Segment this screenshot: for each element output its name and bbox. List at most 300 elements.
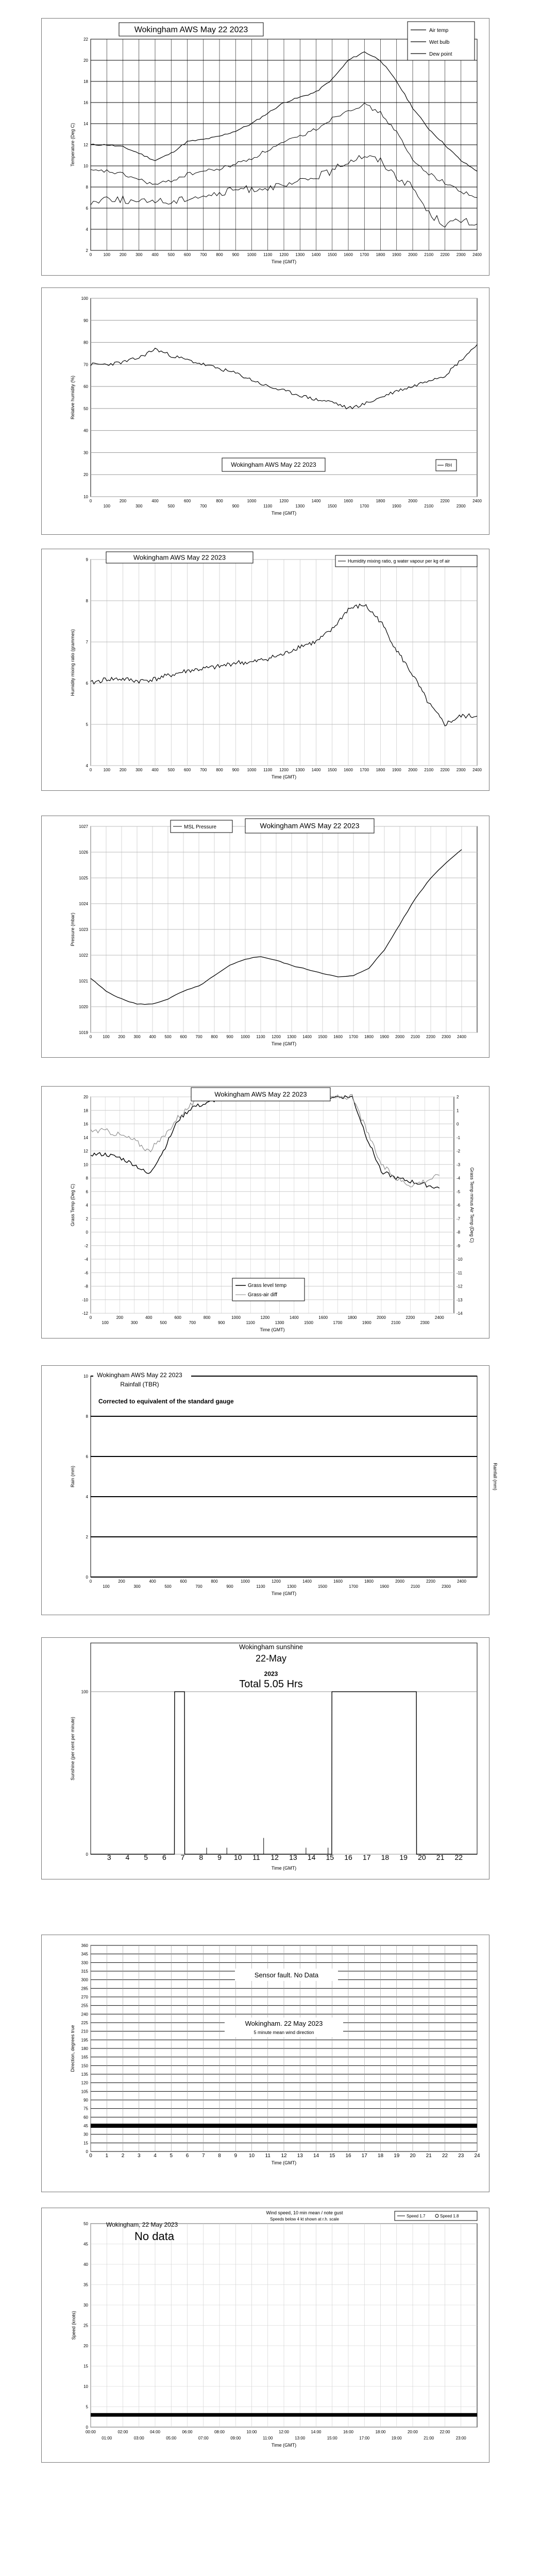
x-tick-label: 1100 bbox=[263, 768, 273, 772]
x-tick-label: 1900 bbox=[392, 504, 401, 509]
x-axis-label: Time (GMT) bbox=[271, 2160, 297, 2165]
x-tick-label: 1600 bbox=[344, 499, 353, 503]
x-tick-label: 14:00 bbox=[311, 2430, 322, 2434]
y2-tick-label: -8 bbox=[457, 1230, 461, 1235]
x-tick-label: 500 bbox=[164, 1584, 172, 1589]
y-tick-label: 4 bbox=[86, 764, 88, 768]
x-tick-label: 800 bbox=[211, 1579, 218, 1584]
x-tick-label: 0 bbox=[89, 1579, 92, 1584]
plot-area bbox=[91, 1643, 477, 1854]
x-tick-label: 2100 bbox=[411, 1584, 420, 1589]
x-tick-label: 05:00 bbox=[166, 2436, 177, 2441]
y-tick-label: 0 bbox=[86, 1575, 88, 1580]
x-tick-label: 1800 bbox=[364, 1579, 374, 1584]
x-tick-label: 13:00 bbox=[295, 2436, 306, 2441]
x-tick-label: 400 bbox=[145, 1315, 153, 1320]
y-tick-label: 1020 bbox=[79, 1005, 88, 1009]
x-tick-label: 15:00 bbox=[327, 2436, 337, 2441]
x-tick-label: 1300 bbox=[295, 252, 305, 257]
legend-label: Speed 1.8 bbox=[440, 2214, 459, 2218]
y-tick-label: 35 bbox=[83, 2282, 88, 2287]
x-tick-label: 500 bbox=[167, 768, 175, 772]
y-tick-label: 60 bbox=[83, 2115, 88, 2120]
x-tick-label: 600 bbox=[183, 499, 191, 503]
x-tick-label: 1400 bbox=[302, 1579, 312, 1584]
x-tick-label: 14 bbox=[307, 1853, 316, 1861]
sensor-fault-text: Sensor fault. No Data bbox=[254, 1971, 319, 1979]
chart-title: Wokingham sunshine bbox=[239, 1643, 303, 1651]
x-tick-label: 2 bbox=[121, 2153, 125, 2159]
x-tick-label: 2200 bbox=[426, 1579, 435, 1584]
x-tick-label: 1800 bbox=[376, 499, 385, 503]
x-tick-label: 2300 bbox=[442, 1584, 451, 1589]
y-tick-label: 8 bbox=[86, 1414, 88, 1419]
x-tick-label: 10:00 bbox=[246, 2430, 257, 2434]
y-tick-label: -6 bbox=[84, 1270, 88, 1276]
x-tick-label: 1900 bbox=[362, 1320, 371, 1325]
y-tick-label: 20 bbox=[83, 2344, 88, 2348]
x-tick-label: 8 bbox=[218, 2153, 221, 2159]
y2-tick-label: -12 bbox=[457, 1284, 463, 1289]
x-tick-label: 400 bbox=[151, 499, 159, 503]
y2-tick-label: -9 bbox=[457, 1243, 461, 1248]
x-tick-label: 13 bbox=[289, 1853, 297, 1861]
x-axis-label: Time (GMT) bbox=[271, 1866, 297, 1871]
x-tick-label: 500 bbox=[164, 1035, 172, 1039]
y-tick-label: 90 bbox=[83, 2098, 88, 2103]
x-tick-label: 11 bbox=[252, 1853, 260, 1861]
x-tick-label: 4 bbox=[154, 2153, 157, 2159]
x-axis-label: Time (GMT) bbox=[271, 1591, 297, 1596]
chart-title: Wokingham AWS May 22 2023 bbox=[214, 1090, 307, 1098]
x-tick-label: 1300 bbox=[287, 1584, 296, 1589]
x-tick-label: 1600 bbox=[333, 1579, 343, 1584]
x-tick-label: 1500 bbox=[327, 252, 337, 257]
x-tick-label: 2200 bbox=[440, 499, 450, 503]
x-tick-label: 2100 bbox=[411, 1035, 420, 1039]
x-tick-label: 19:00 bbox=[391, 2436, 402, 2441]
x-tick-label: 13 bbox=[297, 2153, 303, 2159]
y-tick-label: 100 bbox=[81, 1689, 88, 1694]
pressure-chart bbox=[42, 816, 490, 1058]
y-tick-label: 50 bbox=[83, 2222, 88, 2226]
x-tick-label: 1900 bbox=[380, 1035, 389, 1039]
x-tick-label: 23:00 bbox=[455, 2436, 466, 2441]
y-tick-label: 330 bbox=[81, 1960, 88, 1965]
y2-axis-label: Grass Temp minus Air Temp (Deg C) bbox=[469, 1167, 475, 1243]
x-tick-label: 100 bbox=[103, 1584, 110, 1589]
x-tick-label: 400 bbox=[149, 1035, 156, 1039]
temperature-chart bbox=[42, 19, 490, 276]
x-tick-label: 700 bbox=[200, 252, 207, 257]
chart-subtitle: 5 minute mean wind direction bbox=[253, 2030, 314, 2035]
x-tick-label: 300 bbox=[130, 1320, 138, 1325]
x-tick-label: 1100 bbox=[263, 252, 273, 257]
x-tick-label: 1300 bbox=[295, 768, 305, 772]
x-tick-label: 100 bbox=[103, 252, 110, 257]
y-tick-label: -10 bbox=[82, 1297, 88, 1302]
x-tick-label: 200 bbox=[119, 499, 127, 503]
x-tick-label: 1900 bbox=[392, 252, 401, 257]
x-tick-label: 0 bbox=[89, 2153, 92, 2159]
y-tick-label: 2 bbox=[86, 248, 88, 253]
y-tick-label: 6 bbox=[86, 206, 88, 211]
x-tick-label: 1800 bbox=[376, 252, 385, 257]
x-tick-label: 1600 bbox=[318, 1315, 328, 1320]
x-tick-label: 600 bbox=[183, 768, 191, 772]
y-tick-label: 10 bbox=[83, 2384, 88, 2389]
y-tick-label: 18 bbox=[83, 79, 88, 84]
x-tick-label: 1100 bbox=[256, 1035, 265, 1039]
chart-note-1: Wind speed, 10 min mean / note gust bbox=[266, 2210, 343, 2215]
x-tick-label: 500 bbox=[160, 1320, 167, 1325]
humidity-chart-panel bbox=[41, 287, 489, 535]
x-tick-label: 700 bbox=[195, 1584, 202, 1589]
x-tick-label: 1700 bbox=[349, 1584, 358, 1589]
x-tick-label: 2300 bbox=[442, 1035, 451, 1039]
x-tick-label: 1500 bbox=[327, 768, 337, 772]
x-tick-label: 17:00 bbox=[359, 2436, 370, 2441]
x-tick-label: 200 bbox=[119, 252, 127, 257]
x-tick-label: 1200 bbox=[272, 1579, 281, 1584]
y-axis-label: Direction, degrees true bbox=[70, 2025, 75, 2072]
x-tick-label: 17 bbox=[361, 2153, 367, 2159]
x-tick-label: 800 bbox=[216, 252, 223, 257]
wind-direction-chart bbox=[42, 1935, 490, 2193]
x-tick-label: 16 bbox=[345, 2153, 351, 2159]
y-tick-label: 5 bbox=[86, 2404, 88, 2410]
x-tick-label: 5 bbox=[170, 2153, 173, 2159]
x-tick-label: 1500 bbox=[318, 1584, 327, 1589]
y-tick-label: 2 bbox=[86, 1216, 88, 1222]
sunshine-chart bbox=[42, 1638, 490, 1880]
x-tick-label: 20:00 bbox=[407, 2430, 418, 2434]
x-tick-label: 700 bbox=[200, 768, 207, 772]
x-tick-label: 1100 bbox=[256, 1584, 265, 1589]
y-tick-label: 8 bbox=[86, 185, 88, 190]
x-tick-label: 0 bbox=[89, 1035, 92, 1039]
y-tick-label: 90 bbox=[83, 318, 88, 323]
y-tick-label: 360 bbox=[81, 1943, 88, 1948]
grass-temp-chart-panel bbox=[41, 1086, 489, 1338]
x-tick-label: 2400 bbox=[472, 768, 482, 772]
x-tick-label: 1000 bbox=[241, 1035, 250, 1039]
y-tick-label: 10 bbox=[83, 164, 88, 168]
x-tick-label: 1100 bbox=[263, 504, 273, 509]
no-data-text: No data bbox=[134, 2230, 175, 2243]
x-tick-label: 6 bbox=[162, 1853, 166, 1861]
x-axis-label: Time (GMT) bbox=[260, 1327, 285, 1332]
x-tick-label: 06:00 bbox=[182, 2430, 193, 2434]
y-tick-label: 0 bbox=[86, 2149, 88, 2154]
y-tick-label: 30 bbox=[83, 450, 88, 455]
x-tick-label: 1000 bbox=[247, 252, 257, 257]
chart-title: Wokingham, 22 May 2023 bbox=[106, 2221, 178, 2228]
temperature-chart-panel bbox=[41, 18, 489, 276]
x-tick-label: 15 bbox=[326, 1853, 334, 1861]
chart-note-2: Speeds below 4 kt shown at r.h. scale bbox=[270, 2217, 339, 2222]
chart-title: Wokingham. 22 May 2023 bbox=[245, 2020, 323, 2027]
y-tick-label: 120 bbox=[81, 2080, 88, 2086]
grass-temp-chart bbox=[42, 1087, 490, 1339]
legend-label: Speed 1.7 bbox=[407, 2214, 426, 2218]
x-tick-label: 1200 bbox=[279, 499, 289, 503]
y-tick-label: 345 bbox=[81, 1952, 88, 1957]
y-tick-label: 70 bbox=[83, 362, 88, 367]
y2-tick-label: -13 bbox=[457, 1297, 463, 1302]
x-tick-label: 2200 bbox=[426, 1035, 435, 1039]
x-tick-label: 12:00 bbox=[278, 2430, 290, 2434]
y-tick-label: 195 bbox=[81, 2038, 88, 2043]
x-tick-label: 1600 bbox=[333, 1035, 343, 1039]
x-tick-label: 400 bbox=[149, 1579, 156, 1584]
pressure-chart-panel bbox=[41, 816, 489, 1058]
x-tick-label: 2300 bbox=[456, 504, 466, 509]
x-tick-label: 2100 bbox=[391, 1320, 401, 1325]
x-tick-label: 1400 bbox=[289, 1315, 299, 1320]
y2-tick-label: -1 bbox=[457, 1135, 461, 1140]
y-tick-label: 1022 bbox=[79, 953, 88, 958]
x-tick-label: 2400 bbox=[472, 252, 482, 257]
x-tick-label: 1200 bbox=[279, 252, 289, 257]
x-tick-label: 5 bbox=[144, 1853, 148, 1861]
y-axis-label: Speed (knots) bbox=[71, 2311, 76, 2340]
y-tick-label: 12 bbox=[83, 143, 88, 147]
x-tick-label: 500 bbox=[167, 504, 175, 509]
x-tick-label: 600 bbox=[183, 252, 191, 257]
x-tick-label: 2000 bbox=[395, 1579, 404, 1584]
y-tick-label: 210 bbox=[81, 2029, 88, 2034]
y-tick-label: 20 bbox=[83, 472, 88, 478]
y-tick-label: 1026 bbox=[79, 850, 88, 855]
y2-tick-label: -2 bbox=[457, 1149, 461, 1154]
x-tick-label: 900 bbox=[232, 768, 239, 772]
x-tick-label: 9 bbox=[217, 1853, 222, 1861]
x-tick-label: 21 bbox=[436, 1853, 445, 1861]
y-axis-label: Grass Temp (Deg C) bbox=[70, 1183, 75, 1227]
y-tick-label: 45 bbox=[83, 2124, 88, 2128]
x-tick-label: 2000 bbox=[408, 252, 417, 257]
rainfall-chart-panel bbox=[41, 1365, 498, 1615]
x-tick-label: 04:00 bbox=[149, 2430, 161, 2434]
x-tick-label: 2400 bbox=[434, 1315, 444, 1320]
x-tick-label: 9 bbox=[234, 2153, 238, 2159]
x-tick-label: 1700 bbox=[360, 504, 369, 509]
x-tick-label: 300 bbox=[136, 768, 143, 772]
x-tick-label: 07:00 bbox=[198, 2436, 209, 2441]
y2-tick-label: 1 bbox=[457, 1108, 459, 1113]
y-tick-label: -12 bbox=[82, 1311, 88, 1316]
x-tick-label: 1600 bbox=[344, 252, 353, 257]
wind-direction-chart-panel bbox=[41, 1935, 489, 2192]
x-tick-label: 900 bbox=[226, 1584, 233, 1589]
y-tick-label: 1023 bbox=[79, 927, 88, 932]
x-tick-label: 10 bbox=[233, 1853, 242, 1861]
legend-label: RH bbox=[445, 463, 452, 468]
y-tick-label: 150 bbox=[81, 2063, 88, 2069]
y-tick-label: 20 bbox=[83, 58, 88, 63]
x-tick-label: 14 bbox=[313, 2153, 319, 2159]
y-tick-label: 30 bbox=[83, 2303, 88, 2308]
y2-tick-label: -7 bbox=[457, 1216, 461, 1222]
y-tick-label: 4 bbox=[86, 1495, 88, 1499]
x-tick-label: 03:00 bbox=[133, 2436, 144, 2441]
chart-title: Wokingham AWS May 22 2023 bbox=[134, 25, 248, 35]
chart-note: Corrected to equivalent of the standard gauge bbox=[98, 1398, 234, 1405]
y-tick-label: 30 bbox=[83, 2132, 88, 2137]
x-tick-label: 08:00 bbox=[214, 2430, 225, 2434]
y-tick-label: 75 bbox=[83, 2106, 88, 2111]
x-axis-label: Time (GMT) bbox=[271, 511, 297, 516]
x-tick-label: 1400 bbox=[311, 499, 321, 503]
x-tick-label: 12 bbox=[270, 1853, 279, 1861]
x-tick-label: 11 bbox=[265, 2153, 270, 2159]
y2-tick-label: -3 bbox=[457, 1162, 461, 1167]
y-tick-label: -4 bbox=[84, 1257, 88, 1262]
x-tick-label: 20 bbox=[418, 1853, 426, 1861]
x-tick-label: 1800 bbox=[347, 1315, 357, 1320]
x-tick-label: 1200 bbox=[260, 1315, 270, 1320]
x-tick-label: 7 bbox=[180, 1853, 185, 1861]
x-tick-label: 01:00 bbox=[102, 2436, 112, 2441]
legend-label: Wet bulb bbox=[429, 40, 450, 45]
y-tick-label: 100 bbox=[81, 296, 88, 301]
y-tick-label: 22 bbox=[83, 37, 88, 42]
x-tick-label: 500 bbox=[167, 252, 175, 257]
x-tick-label: 1400 bbox=[311, 768, 321, 772]
x-tick-label: 700 bbox=[189, 1320, 196, 1325]
x-tick-label: 21 bbox=[426, 2153, 432, 2159]
x-tick-label: 10 bbox=[248, 2153, 255, 2159]
x-tick-label: 22:00 bbox=[439, 2430, 450, 2434]
y2-tick-label: -5 bbox=[457, 1189, 461, 1194]
x-tick-label: 12 bbox=[281, 2153, 287, 2159]
x-tick-label: 00:00 bbox=[85, 2430, 96, 2434]
y-tick-label: 315 bbox=[81, 1969, 88, 1974]
x-tick-label: 1700 bbox=[333, 1320, 343, 1325]
x-tick-label: 19 bbox=[399, 1853, 408, 1861]
x-tick-label: 1600 bbox=[344, 768, 353, 772]
x-tick-label: 300 bbox=[136, 504, 143, 509]
sunshine-chart-panel bbox=[41, 1637, 489, 1879]
x-tick-label: 400 bbox=[151, 768, 159, 772]
y-axis-label: Relative humidity (%) bbox=[70, 375, 75, 420]
y-tick-label: 0 bbox=[86, 1230, 88, 1235]
x-tick-label: 1700 bbox=[349, 1035, 358, 1039]
x-tick-label: 2000 bbox=[377, 1315, 386, 1320]
x-tick-label: 2400 bbox=[457, 1579, 466, 1584]
x-tick-label: 6 bbox=[185, 2153, 189, 2159]
x-tick-label: 200 bbox=[116, 1315, 124, 1320]
x-tick-label: 4 bbox=[125, 1853, 130, 1861]
y-tick-label: 16 bbox=[83, 1122, 88, 1127]
x-tick-label: 1200 bbox=[279, 768, 289, 772]
x-tick-label: 900 bbox=[218, 1320, 225, 1325]
x-tick-label: 200 bbox=[118, 1579, 125, 1584]
x-tick-label: 22 bbox=[442, 2153, 448, 2159]
x-tick-label: 1800 bbox=[364, 1035, 374, 1039]
chart-title: Wokingham AWS May 22 2023 bbox=[97, 1371, 182, 1379]
y-tick-label: 16 bbox=[83, 100, 88, 105]
x-tick-label: 19 bbox=[394, 2153, 400, 2159]
x-tick-label: 2100 bbox=[424, 768, 434, 772]
y-tick-label: 1021 bbox=[79, 979, 88, 984]
x-tick-label: 1300 bbox=[275, 1320, 284, 1325]
legend-label: Grass-air diff bbox=[248, 1292, 278, 1298]
chart-year: 2023 bbox=[264, 1670, 278, 1677]
y-tick-label: 10 bbox=[83, 1162, 88, 1167]
x-tick-label: 100 bbox=[103, 504, 110, 509]
y-tick-label: 225 bbox=[81, 2021, 88, 2025]
x-tick-label: 2100 bbox=[424, 504, 434, 509]
y-tick-label: 50 bbox=[83, 406, 88, 411]
x-tick-label: 1500 bbox=[318, 1035, 327, 1039]
chart-subtitle: Rainfall (TBR) bbox=[120, 1381, 159, 1388]
y-tick-label: 8 bbox=[86, 599, 88, 603]
x-tick-label: 2000 bbox=[395, 1035, 404, 1039]
x-tick-label: 1900 bbox=[380, 1584, 389, 1589]
x-tick-label: 1700 bbox=[360, 768, 369, 772]
x-tick-label: 02:00 bbox=[117, 2430, 128, 2434]
x-tick-label: 900 bbox=[232, 252, 239, 257]
y-tick-label: 40 bbox=[83, 428, 88, 433]
x-tick-label: 1300 bbox=[295, 504, 305, 509]
y-tick-label: 15 bbox=[83, 2141, 88, 2146]
legend-label: Humidity mixing ratio, g water vapour per kg of air bbox=[348, 558, 450, 564]
rainfall-chart bbox=[42, 1366, 498, 1616]
mixing-ratio-chart-panel bbox=[41, 549, 489, 791]
x-tick-label: 1700 bbox=[360, 252, 369, 257]
y2-tick-label: 0 bbox=[457, 1122, 459, 1127]
y-tick-label: -2 bbox=[84, 1243, 88, 1248]
x-tick-label: 2000 bbox=[408, 768, 417, 772]
y-tick-label: 1025 bbox=[79, 876, 88, 880]
y-tick-label: 5 bbox=[86, 722, 88, 727]
x-tick-label: 8 bbox=[199, 1853, 204, 1861]
y-tick-label: 4 bbox=[86, 1203, 88, 1208]
legend-label: Grass level temp bbox=[248, 1283, 287, 1289]
x-tick-label: 1800 bbox=[376, 768, 385, 772]
x-tick-label: 300 bbox=[133, 1035, 141, 1039]
x-tick-label: 16:00 bbox=[343, 2430, 354, 2434]
x-tick-label: 20 bbox=[410, 2153, 416, 2159]
x-axis-label: Time (GMT) bbox=[271, 259, 297, 264]
x-tick-label: 300 bbox=[136, 252, 143, 257]
x-axis-label: Time (GMT) bbox=[271, 774, 297, 779]
x-tick-label: 1 bbox=[105, 2153, 109, 2159]
mixing-ratio-chart bbox=[42, 549, 490, 791]
y-tick-label: 8 bbox=[86, 1176, 88, 1181]
y-tick-label: 1019 bbox=[79, 1030, 88, 1035]
y-tick-label: 135 bbox=[81, 2072, 88, 2077]
chart-title: Wokingham AWS May 22 2023 bbox=[231, 461, 316, 468]
y-tick-label: 14 bbox=[83, 122, 88, 126]
y-tick-label: 300 bbox=[81, 1977, 88, 1982]
y2-tick-label: -11 bbox=[457, 1270, 462, 1276]
x-tick-label: 1000 bbox=[247, 768, 257, 772]
x-axis-label: Time (GMT) bbox=[271, 1041, 297, 1046]
x-tick-label: 100 bbox=[102, 1320, 109, 1325]
y-tick-label: -8 bbox=[84, 1284, 88, 1289]
y-tick-label: 165 bbox=[81, 2055, 88, 2060]
humidity-chart bbox=[42, 288, 490, 535]
y2-tick-label: -14 bbox=[457, 1311, 463, 1316]
x-tick-label: 0 bbox=[89, 1315, 92, 1320]
chart-date: 22-May bbox=[255, 1653, 287, 1664]
y-tick-label: 270 bbox=[81, 1995, 88, 1999]
y-tick-label: 7 bbox=[86, 640, 88, 645]
x-tick-label: 2300 bbox=[420, 1320, 430, 1325]
